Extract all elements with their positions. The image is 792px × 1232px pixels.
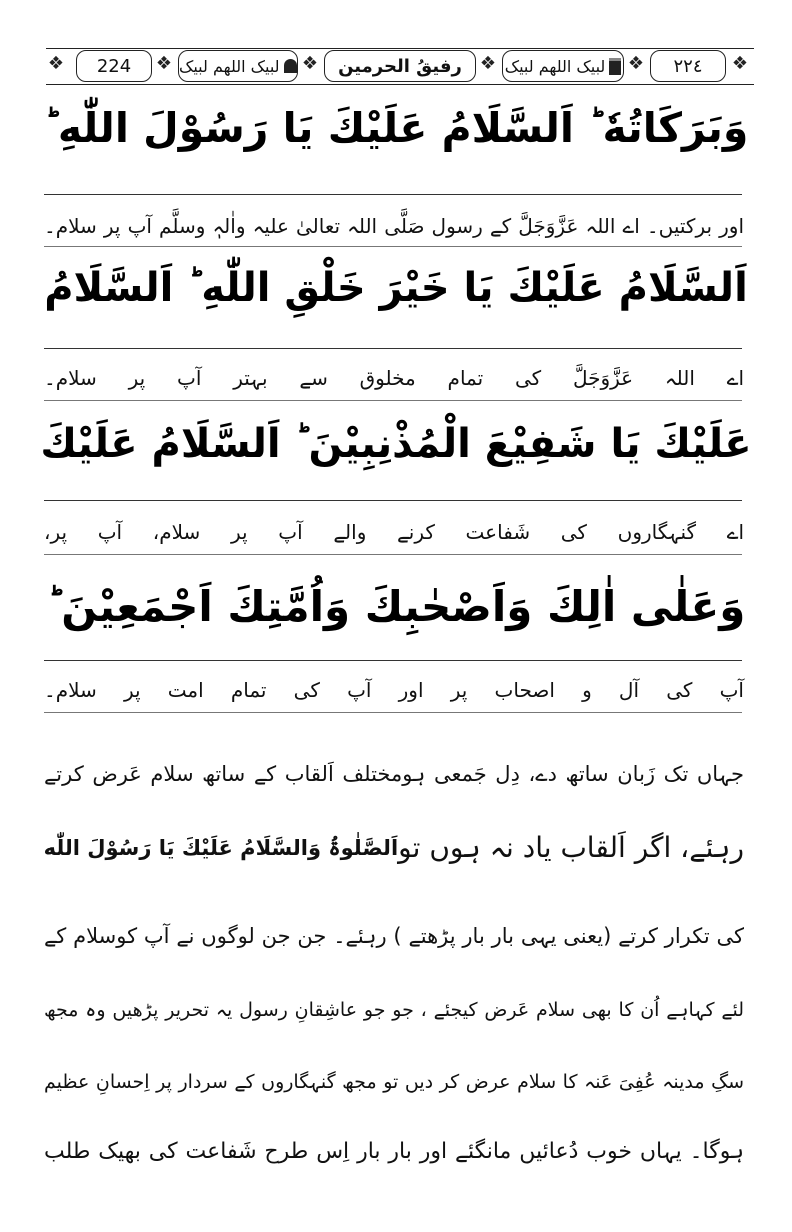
arabic-inline-salutation: اَلصَّلٰوۃُ وَالسَّلَامُ عَلَيْكَ يَا رَسُوْلَ اللّٰه (43, 836, 399, 860)
urdu-translation: اور برکتیں۔ اے اللہ عَزَّوَجَلَّ کے رسول صَلَّی اللہ تعالیٰ علیہ واٰلہٖ وسلَّم آپ پر سلام۔ (44, 214, 744, 238)
arabic-salutation: اَلسَّلَامُ عَلَيْكَ يَا خَيْرَ خَلْقِ اللّٰهِ ؕ اَلسَّلَامُ (44, 265, 748, 311)
ornament-icon: ❖ (155, 53, 173, 74)
mosque-dome-icon (284, 59, 297, 73)
body-text-line: کی تکرار کرتے (یعنی یہی بار بار پڑھتے ) رہئے۔ جن جن لوگوں نے آپ کوسلام کے (44, 924, 744, 948)
divider-rule (44, 194, 742, 195)
ornament-icon: ❖ (47, 53, 65, 74)
body-text-line: جہاں تک زَبان ساتھ دے، دِل جَمعی ہومختلف اَلقاب کے ساتھ سلام عَرض کرتے (44, 762, 744, 786)
labbaik-label-left: لبیک اللھم لبیک (178, 50, 298, 82)
page-header (46, 40, 754, 92)
labbaik-label-right: لبیک اللھم لبیک (502, 50, 624, 82)
book-title: رفیقُ الحرمین (324, 50, 476, 82)
divider-rule (44, 348, 742, 349)
page-number-arabic: ٢٢٤ (650, 50, 726, 82)
divider-rule (44, 554, 742, 555)
divider-rule (44, 246, 742, 247)
arabic-salutation: وَبَرَكَاتُهٗ ؕ اَلسَّلَامُ عَلَيْكَ يَا رَسُوْلَ اللّٰهِ ؕ (43, 104, 749, 152)
kaaba-icon (609, 58, 621, 75)
body-text-fragment: رہئے، اگر اَلقاب یاد نہ ہوں تو (398, 831, 744, 864)
body-text-line: سگِ مدینہ عُفِیَ عَنہ کا سلام عرض کر دیں تو مجھ گنہگاروں کے سردار پر اِحسانِ عظیم (44, 1071, 744, 1093)
body-text-line: لئے کہاہے اُن کا بھی سلام عَرض کیجئے ، جو جو عاشِقانِ رسول یہ تحریر پڑھیں وہ مجھ (44, 999, 744, 1021)
ornament-icon: ❖ (731, 53, 749, 74)
body-text-line (44, 818, 744, 878)
urdu-translation: اے اللہ عَزَّوَجَلَّ کی تمام مخلوق سے بہتر آپ پر سلام۔ (44, 366, 744, 390)
urdu-translation: اے گنہگاروں کی شَفاعت کرنے والے آپ پر سلام، آپ پر، (44, 520, 744, 544)
ornament-icon: ❖ (627, 53, 645, 74)
page-number-latin: 224 (76, 50, 152, 82)
divider-rule (44, 400, 742, 401)
arabic-salutation: وَعَلٰى اٰلِكَ وَاَصْحٰبِكَ وَاُمَّتِكَ اَجْمَعِيْنَ ؕ (46, 582, 746, 631)
divider-rule (44, 712, 742, 713)
header-rule-bottom (46, 84, 754, 85)
urdu-translation: آپ کی آل و اصحاب پر اور آپ کی تمام امت پر سلام۔ (44, 678, 744, 702)
body-text-line: ہوگا۔ یہاں خوب دُعائیں مانگئے اور بار بار اِس طرح شَفاعت کی بھیک طلب (44, 1139, 744, 1164)
divider-rule (44, 660, 742, 661)
ornament-icon: ❖ (479, 53, 497, 74)
header-rule-top (46, 48, 754, 49)
divider-rule (44, 500, 742, 501)
ornament-icon: ❖ (301, 53, 319, 74)
arabic-salutation: عَلَيْكَ يَا شَفِيْعَ الْمُذْنِبِيْنَ ؕ اَلسَّلَامُ عَلَيْكَ (40, 421, 752, 467)
